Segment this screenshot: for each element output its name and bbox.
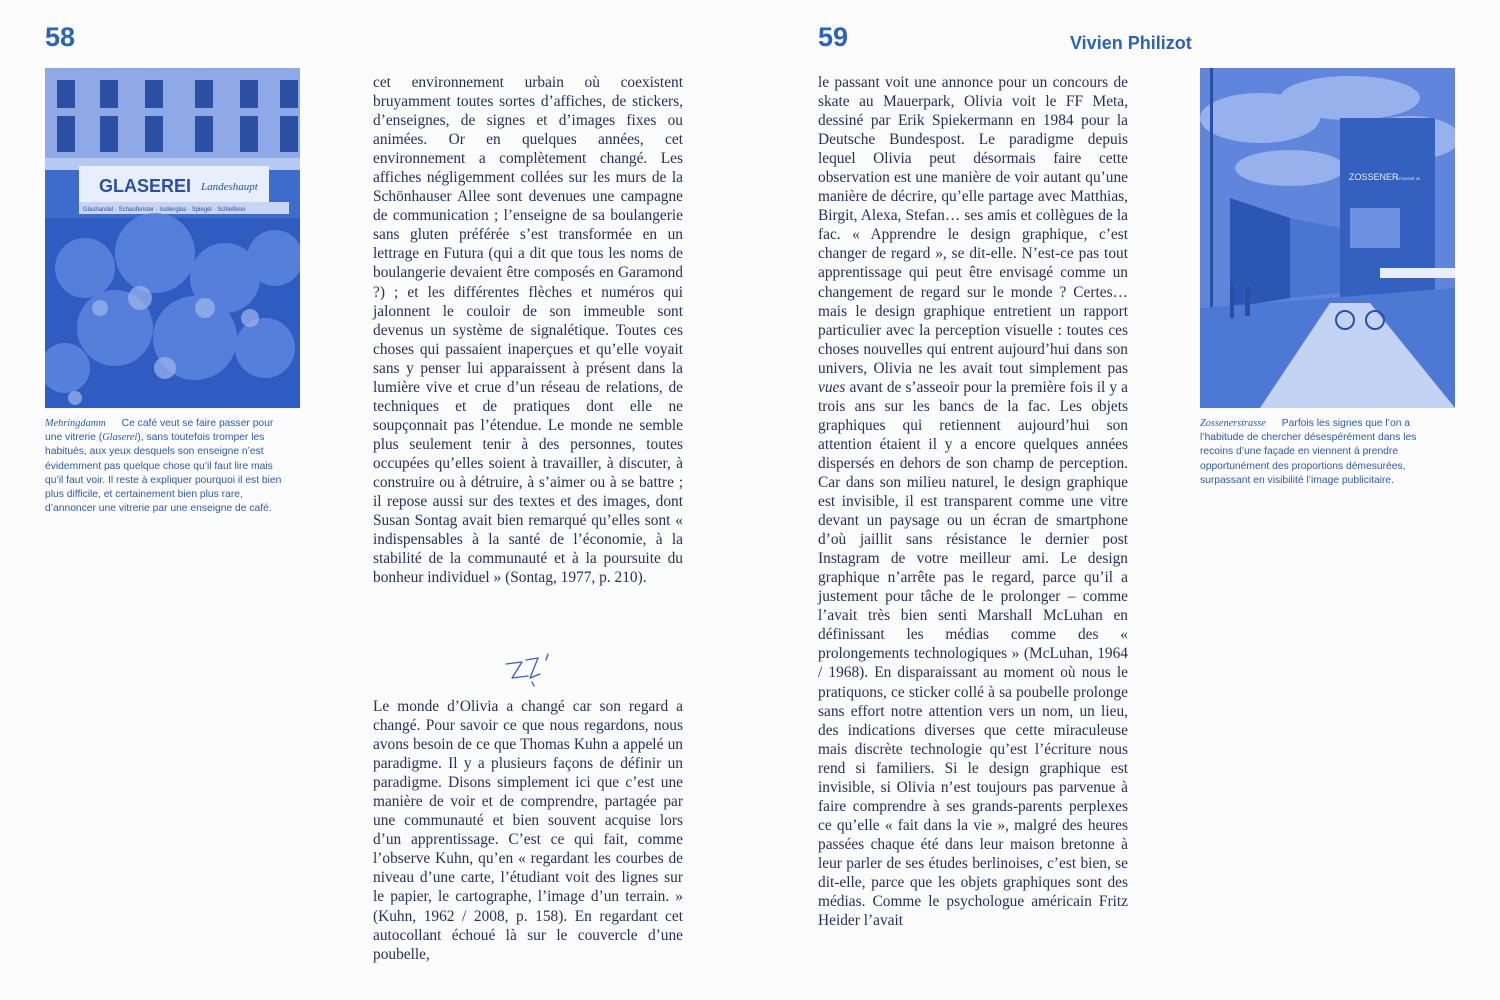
caption-mehringdamm [45, 417, 293, 516]
section-break [492, 648, 562, 694]
italic-word: vues [818, 378, 846, 396]
caption-text: Parfois les signes que l’on a l’habitude de chercher désespérément dans les recoins d’une façade en viennent à prendre opportunément des proportions démesurées, surpassant en visibilité l’image publicitaire. [1200, 418, 1417, 486]
running-head-author: Vivien Philizot [1070, 33, 1192, 53]
caption-zossenerstrasse [1200, 417, 1448, 488]
body-text-column-left-bottom [373, 697, 683, 964]
caption-place-name: Zossenerstrasse [1200, 418, 1266, 429]
photo-wall-text: ZOSSENER [1349, 172, 1399, 182]
caption-italic-word: Glaserei [102, 432, 138, 444]
scribble-signature-icon [492, 648, 562, 694]
body-text-column-right [818, 73, 1128, 930]
text-run: avant de s’asseoir pour la première fois il y a trois ans sur les bancs de la fac. Les objets graphiques qui retiennent aujourd’hui son attention étaient il y a encore quelques années dispersés en dehors de son champ de perception. Car dans son milieu naturel, le design graphique est invisible, il est transparent comme une vitre devant un paysage ou un écran de smartphone d’où jaillit sans résistance le dernier post Instagram de votre meilleur ami. Le design graphique n’arrête pas le regard, parce qu’il a justement pour tâche de le prolonger – comme l’avait très bien senti Marshall McLuhan en définissant les médias comme des « prolongements technologiques » (McLuhan, 1964 / 1968). En disparaissant au moment où nous le pratiquons, ce sticker collé à sa poubelle prolonge sans effort notre attention vers un nom, un lieu, des indications diverses que cette miraculeuse mais discrète technologie qu’est l’écriture nous rend si familiers. Si le design graphique est invisible, si Olivia n’est toujours pas parvenue à faire comprendre à ses grands-parents perplexes ce qu’elle « fait dans la vie », malgré des heures passées chaque été dans leur maison bretonne à leur parler de ses études berlinoises, c’est bien, se dit-elle, parce que les objets graphiques sont des médias. Comme le psychologue américain Fritz Heider l’avait [818, 378, 1128, 930]
photo-sign-script: Landeshaupt [201, 181, 258, 193]
paragraph: cet environnement urbain où coexistent bruyamment toutes sortes d’affiches, de stickers, d’enseignes, de signes et d’images fixes ou animées. Or en quelques années, cet environnement a complètement changé. Les affiches négligemment collées sur les murs de la Schönhauser Allee sont devenues une campagne de communication ; l’enseigne de sa boulangerie sans gluten préférée s’est transformée en un lettrage en Futura (qui a dit que tous les noms de boulangerie devaient être composés en Garamond ?) ; et les différentes flèches et numéros qui jalonnent le couloir de son immeuble sont devenus un système de signalétique. Toutes ces choses qui passaient inaperçues et qu’elle voyait sans y penser lui apparaissent à présent dans la lumière vive et crue d’un réseau de relations, de techniques et de pratiques dont elle ne soupçonnait pas l’étendue. Le monde ne semble plus seulement tenir à des personnes, toutes occupées qu’elles soient à travailler, à discuter, à construire ou à détruire, à s’aimer ou à se battre ; il repose aussi sur des textes et des images, dont Susan Sontag avait bien remarqué qu’elles sont « indispensables à la santé de l’économie, à la stabilité de la communauté et à la poursuite du bonheur individuel » (Sontag, 1977, p. 210). [373, 74, 683, 587]
photo-sign-text: GLASEREI [99, 176, 192, 196]
caption-text-end: ), sans toutefois tromper les habitués, aux yeux desquels son enseigne n’est évidemment pas quelque chose qu’il faut lire mais qu’il faut voir. Il reste à expliquer pourquoi il est bien plus difficile, et certainement bien plus rare, d’annoncer une vitrerie par une enseigne de café. [45, 432, 282, 515]
caption-place-name: Mehringdamm [45, 418, 106, 429]
paragraph: Le monde d’Olivia a changé car son regard a changé. Pour savoir ce que nous regardons, nous avons besoin de ce que Thomas Kuhn a appelé un paradigme. Il y a plusieurs façons de définir un paradigme. Disons simplement ici que c’est une manière de voir et de comprendre, partagée par une communauté et bien souvent acquise lors d’un apprentissage. C’est ce qui fait, comme l’observe Kuhn, qu’en « regardant les courbes de niveau d’une carte, l’étudiant voit des lignes sur le papier, le cartographe, l’image d’un terrain. » (Kuhn, 1962 / 2008, p. 158). En regardant cet autocollant échoué là sur le couvercle d’une poubelle, [373, 698, 683, 963]
photo-sign-subtext: Glashandel · Schaufenster · Isolierglas · Spiegel · Schleiferei [83, 207, 246, 213]
text-run: le passant voit une annonce pour un concours de skate au Mauerpark, Olivia voit le FF Meta, dessiné par Erik Spiekermann en 1984 pour la Deutsche Bundespost. Le paradigme depuis lequel Olivia peut désormais faire cette observation est une manière de voir autant qu’une manière de décrire, qu’elle partage avec Matthias, Birgit, Alexa, Stefan… ses amis et collègues de la fac. « Apprendre le design graphique, c’est changer de regard », se dit-elle. N’est-ce pas tout apprentissage qui peut être envisagé comme un changement de regard sur le monde ? Certes… mais le design graphique entretient un rapport particulier avec la perception visuelle : toutes ces choses nouvelles qui entrent aujourd’hui dans son univers, Olivia ne les avait tout simplement pas [818, 74, 1128, 377]
photo-mehringdamm [45, 68, 300, 408]
caption-text-start: Ce café veut se faire passer pour une vitrerie ( [45, 418, 274, 444]
paragraph [818, 73, 1128, 930]
page-number-left: 58 [45, 22, 76, 52]
photo-wall-text-small: STRASSE 30 [1396, 176, 1421, 181]
body-text-column-left-top [373, 73, 683, 587]
page-number-right: 59 [818, 22, 849, 52]
photo-zossenerstrasse [1200, 68, 1455, 408]
